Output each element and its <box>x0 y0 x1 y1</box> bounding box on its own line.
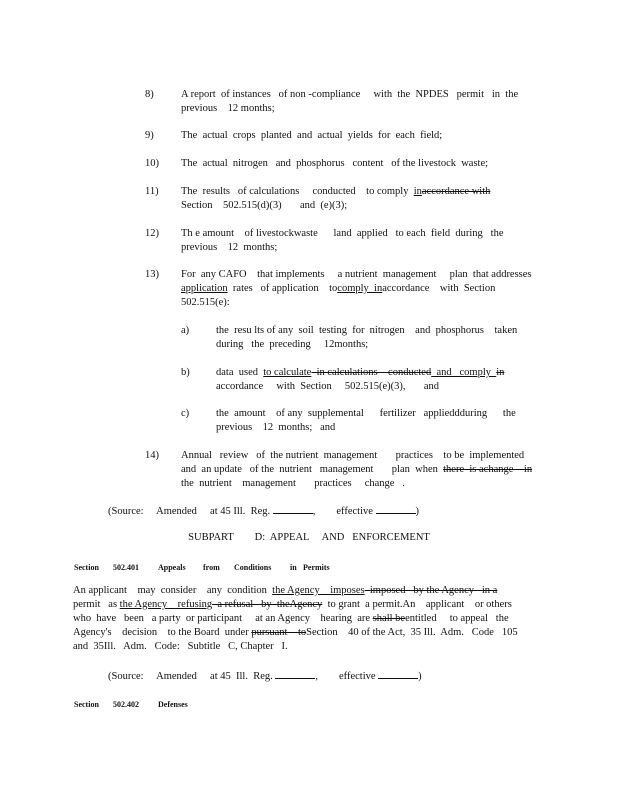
section-title-word: Conditions <box>234 563 272 572</box>
date-blank <box>275 668 315 679</box>
item-14-number: 14) <box>145 450 159 461</box>
item-8-text: A report of instances of non -compliance with the NPDES permit in the previous 12 months; <box>181 89 519 114</box>
section-title-word: from <box>203 563 220 572</box>
item-11-number: 11) <box>145 186 159 197</box>
item-9-text: The actual crops planted and actual yields for each field; <box>181 130 443 141</box>
item-8-number: 8) <box>145 89 154 100</box>
section-title-word: Defenses <box>158 700 188 709</box>
item-13a-number: a) <box>181 325 190 336</box>
section-label: Section <box>74 700 99 709</box>
item-14-text: Annual review of the nutrient management practices to be implemented and an update of the nutrient management plan when there is achange in the nutrient management practices change . <box>181 450 533 489</box>
date-blank <box>376 503 416 514</box>
date-blank <box>378 668 418 679</box>
appeal-paragraph: An applicant may consider any condition the Agency imposes imposed by the Agency in a permit as the Agency refusing a refusal by theAgency to grant a permit.An applicant or others who have been a party or participant at an Agency hearing are shall beentitled to appeal the Agency's decision to the Board under pursuant toSection 40 of the Act, 35 Ill. Adm. Code 105 and 35Ill. Adm. Code: Subtitle C, Chapter I. <box>73 585 518 652</box>
item-13c-number: c) <box>181 408 190 419</box>
section-label: Section <box>74 563 99 572</box>
item-10-number: 10) <box>145 158 159 169</box>
item-11-text: The results of calculations conducted to comply inaccordance with Section 502.515(d)(3) and (e)(3); <box>181 186 491 211</box>
item-13a-text: the resu lts of any soil testing for nitrogen and phosphorus taken during the preceding 12months; <box>216 325 518 350</box>
source-note-2: (Source: Amended at 45 Ill. Reg. , effective ) <box>108 668 422 684</box>
section-title-word: in <box>290 563 297 572</box>
item-13-number: 13) <box>145 269 159 280</box>
source-note-1: (Source: Amended at 45 Ill. Reg. , effective ) <box>108 503 419 519</box>
item-12-number: 12) <box>145 228 159 239</box>
item-13c-text: the amount of any supplemental fertilizer applieddduring the previous 12 months; and <box>216 408 516 433</box>
section-title-word: Permits <box>303 563 330 572</box>
date-blank <box>273 503 313 514</box>
item-13-text: For any CAFO that implements a nutrient management plan that addresses application rates of application tocomply inaccordance with Section 502.515(e): <box>181 269 532 308</box>
subpart-heading: SUBPART D: APPEAL AND ENFORCEMENT <box>188 532 430 543</box>
item-10-text: The actual nitrogen and phosphorus content of the livestock waste; <box>181 158 489 169</box>
section-number: 502.402 <box>113 700 139 709</box>
item-12-text: Th e amount of livestockwaste land applied to each field during the previous 12 months; <box>181 228 504 253</box>
item-13b-number: b) <box>181 367 190 378</box>
section-title-word: Appeals <box>158 563 186 572</box>
item-13b-text: data used to calculate in calculations conducted and comply in accordance with Section 502.515(e)(3), and <box>216 367 505 392</box>
item-9-number: 9) <box>145 130 154 141</box>
section-number: 502.401 <box>113 563 139 572</box>
